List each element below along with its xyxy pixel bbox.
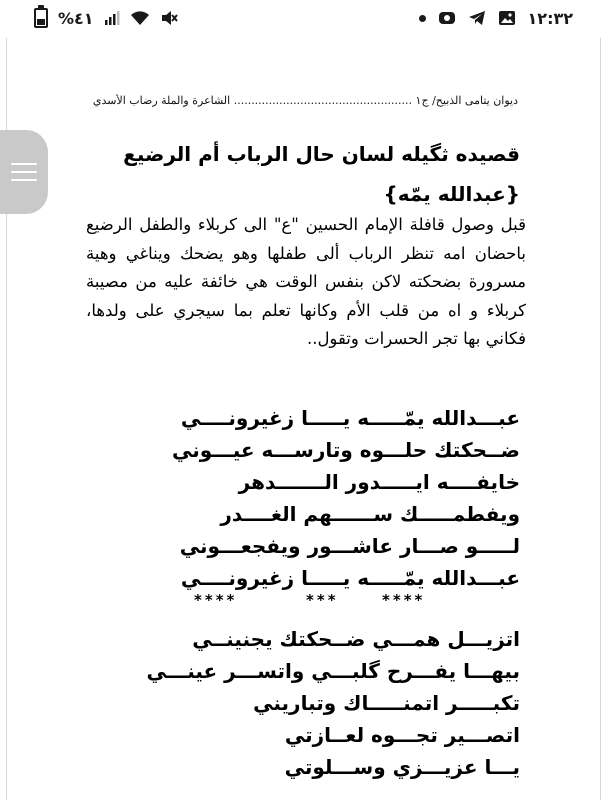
battery-icon [34, 8, 48, 28]
verse-line: ويفطمـــــك ســــــهم الغــــدر [220, 502, 520, 526]
handle-bar [11, 179, 37, 181]
separator-stars: **** [382, 591, 426, 609]
dot-icon [419, 8, 426, 28]
verse-line: يـــا عزيـــزي وســـلوتي [284, 755, 520, 779]
poem-stanza-1 [100, 402, 520, 594]
verse-line: عبـــدالله يمّـــــه يـــــا زغيرونــــي [180, 406, 520, 430]
verse-line: تكبـــــر اتمنـــــاك وتباريني [253, 691, 520, 715]
signal-icon [104, 8, 120, 28]
record-icon [438, 8, 456, 28]
intro-paragraph: قبل وصول قافلة الإمام الحسين "ع" الى كربلاء والطفل الرضيع باحضان امه تنظر الرباب ألى طفلها وهو يضحك ويناغي وهية مسرورة بضحكته لاكن بنفس الوقت هي خائفة عليه من مصيبة كربلاء و اه من قلب الأم وكانها تعلم بما سيجري على ولدها، فكاني بها تجر الحسرات وتقول.. [86, 215, 526, 348]
status-bar [0, 0, 607, 36]
poem-stanza-2 [100, 623, 520, 783]
side-panel-handle[interactable] [0, 130, 48, 214]
image-icon [498, 8, 516, 28]
verse-line: ضــحكتك حلـــوه وتارســـه عيـــوني [171, 438, 520, 462]
wifi-icon [130, 8, 150, 28]
telegram-icon [468, 8, 486, 28]
mute-icon [160, 8, 178, 28]
poem-title: قصيده ثگيله لسان حال الرباب أم الرضيع {عبدالله يمّه} [123, 142, 520, 206]
verse-line: خايفــــه ايـــــدور الـــــــدهر [238, 470, 520, 494]
separator-stars: **** [194, 591, 238, 609]
clock: ١٢:٣٢ [527, 8, 573, 28]
verse-line: بيهـــا يفـــرح گلبـــي واتســـر عينـــي [146, 659, 520, 683]
battery-percent: %٤١ [58, 8, 94, 28]
separator-stars: *** [306, 591, 339, 609]
status-left-group [34, 7, 178, 29]
page-header [78, 94, 518, 114]
header-book-title: ديوان يتامى الذبيح/ ج١ ........................................ [272, 94, 518, 107]
verse-line: لـــــو صـــار عاشـــور ويفجعـــوني [179, 534, 520, 558]
verse-line: عبـــدالله يمّـــــه يـــــا زغيرونــــي [180, 566, 520, 590]
header-author: ........... الشاعرة والملة رضاب الأسدي [92, 94, 273, 107]
handle-bar [11, 171, 37, 173]
stanza-separator [180, 591, 500, 613]
verse-line: اتزيـــل همـــي ضــحكتك يجنينــي [192, 627, 520, 651]
handle-bar [11, 163, 37, 165]
verse-line: اتصـــير تجـــوه لعــازتي [284, 723, 520, 747]
status-right-group [419, 7, 573, 29]
